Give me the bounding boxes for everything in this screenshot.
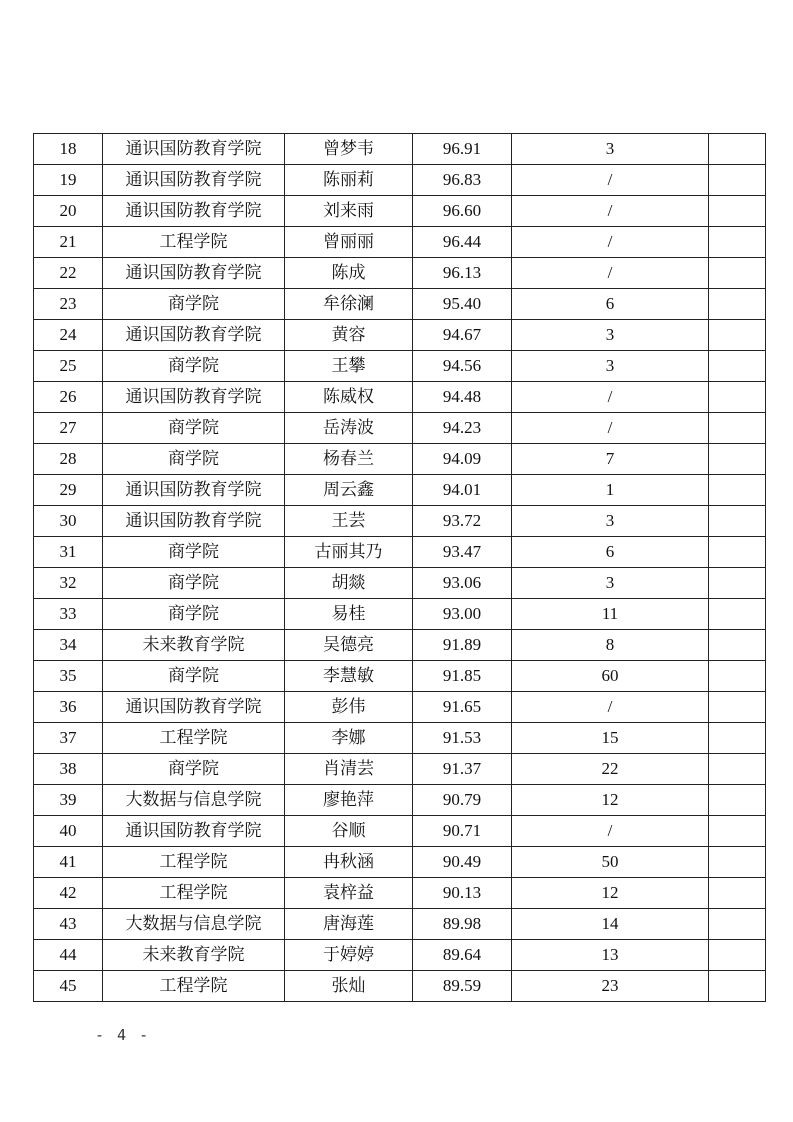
- cell-rank: 6: [512, 289, 709, 320]
- cell-number: 39: [34, 785, 103, 816]
- cell-college: 未来教育学院: [103, 940, 285, 971]
- cell-student-name: 陈成: [285, 258, 413, 289]
- cell-rank: 15: [512, 723, 709, 754]
- cell-remark: [709, 816, 766, 847]
- cell-score: 96.91: [413, 134, 512, 165]
- cell-score: 90.79: [413, 785, 512, 816]
- cell-remark: [709, 196, 766, 227]
- cell-score: 94.23: [413, 413, 512, 444]
- cell-remark: [709, 382, 766, 413]
- cell-remark: [709, 754, 766, 785]
- cell-remark: [709, 475, 766, 506]
- cell-student-name: 李娜: [285, 723, 413, 754]
- cell-student-name: 张灿: [285, 971, 413, 1002]
- cell-score: 91.53: [413, 723, 512, 754]
- table-row: [34, 475, 766, 506]
- page-number: - 4 -: [95, 1026, 151, 1044]
- cell-number: 25: [34, 351, 103, 382]
- table-row: [34, 537, 766, 568]
- cell-college: 通识国防教育学院: [103, 134, 285, 165]
- cell-student-name: 周云鑫: [285, 475, 413, 506]
- cell-score: 91.37: [413, 754, 512, 785]
- cell-number: 38: [34, 754, 103, 785]
- cell-student-name: 杨春兰: [285, 444, 413, 475]
- cell-college: 通识国防教育学院: [103, 196, 285, 227]
- cell-number: 22: [34, 258, 103, 289]
- cell-college: 通识国防教育学院: [103, 320, 285, 351]
- table-row: [34, 723, 766, 754]
- table-row: [34, 444, 766, 475]
- table-row: [34, 227, 766, 258]
- cell-college: 商学院: [103, 289, 285, 320]
- cell-rank: /: [512, 413, 709, 444]
- cell-student-name: 吴德亮: [285, 630, 413, 661]
- cell-rank: /: [512, 382, 709, 413]
- cell-rank: 12: [512, 878, 709, 909]
- cell-college: 商学院: [103, 537, 285, 568]
- cell-number: 18: [34, 134, 103, 165]
- cell-college: 通识国防教育学院: [103, 816, 285, 847]
- cell-student-name: 陈威权: [285, 382, 413, 413]
- cell-score: 94.67: [413, 320, 512, 351]
- cell-remark: [709, 351, 766, 382]
- cell-student-name: 古丽其乃: [285, 537, 413, 568]
- table-row: [34, 506, 766, 537]
- cell-rank: 8: [512, 630, 709, 661]
- cell-college: 通识国防教育学院: [103, 692, 285, 723]
- cell-rank: 14: [512, 909, 709, 940]
- cell-college: 商学院: [103, 661, 285, 692]
- cell-score: 93.47: [413, 537, 512, 568]
- cell-remark: [709, 909, 766, 940]
- cell-score: 90.49: [413, 847, 512, 878]
- cell-number: 43: [34, 909, 103, 940]
- cell-number: 41: [34, 847, 103, 878]
- results-table: [33, 133, 766, 1002]
- cell-rank: 11: [512, 599, 709, 630]
- cell-number: 45: [34, 971, 103, 1002]
- cell-student-name: 刘来雨: [285, 196, 413, 227]
- cell-student-name: 袁梓益: [285, 878, 413, 909]
- cell-college: 通识国防教育学院: [103, 258, 285, 289]
- cell-score: 93.06: [413, 568, 512, 599]
- cell-score: 96.83: [413, 165, 512, 196]
- cell-number: 30: [34, 506, 103, 537]
- cell-score: 94.01: [413, 475, 512, 506]
- cell-student-name: 陈丽莉: [285, 165, 413, 196]
- table-row: [34, 816, 766, 847]
- cell-remark: [709, 661, 766, 692]
- cell-rank: /: [512, 692, 709, 723]
- cell-remark: [709, 537, 766, 568]
- cell-student-name: 牟徐澜: [285, 289, 413, 320]
- cell-rank: 3: [512, 568, 709, 599]
- cell-rank: 60: [512, 661, 709, 692]
- cell-college: 大数据与信息学院: [103, 785, 285, 816]
- cell-student-name: 廖艳萍: [285, 785, 413, 816]
- cell-remark: [709, 165, 766, 196]
- cell-number: 29: [34, 475, 103, 506]
- cell-college: 工程学院: [103, 723, 285, 754]
- cell-college: 商学院: [103, 351, 285, 382]
- cell-score: 90.13: [413, 878, 512, 909]
- cell-college: 商学院: [103, 413, 285, 444]
- cell-remark: [709, 723, 766, 754]
- cell-number: 37: [34, 723, 103, 754]
- cell-remark: [709, 320, 766, 351]
- cell-number: 32: [34, 568, 103, 599]
- cell-remark: [709, 878, 766, 909]
- cell-student-name: 岳涛波: [285, 413, 413, 444]
- cell-score: 90.71: [413, 816, 512, 847]
- cell-score: 94.48: [413, 382, 512, 413]
- cell-college: 通识国防教育学院: [103, 475, 285, 506]
- table-row: [34, 692, 766, 723]
- cell-number: 27: [34, 413, 103, 444]
- cell-rank: 6: [512, 537, 709, 568]
- cell-score: 89.98: [413, 909, 512, 940]
- cell-college: 工程学院: [103, 227, 285, 258]
- cell-college: 工程学院: [103, 847, 285, 878]
- cell-number: 23: [34, 289, 103, 320]
- cell-number: 20: [34, 196, 103, 227]
- cell-score: 93.00: [413, 599, 512, 630]
- cell-number: 24: [34, 320, 103, 351]
- cell-college: 通识国防教育学院: [103, 382, 285, 413]
- cell-student-name: 于婷婷: [285, 940, 413, 971]
- cell-rank: /: [512, 816, 709, 847]
- cell-score: 89.59: [413, 971, 512, 1002]
- cell-remark: [709, 134, 766, 165]
- table-row: [34, 599, 766, 630]
- cell-rank: 3: [512, 134, 709, 165]
- table-row: [34, 909, 766, 940]
- cell-college: 未来教育学院: [103, 630, 285, 661]
- cell-score: 96.44: [413, 227, 512, 258]
- cell-rank: 1: [512, 475, 709, 506]
- cell-remark: [709, 258, 766, 289]
- table-row: [34, 754, 766, 785]
- table-row: [34, 351, 766, 382]
- cell-remark: [709, 940, 766, 971]
- cell-remark: [709, 599, 766, 630]
- table-row: [34, 134, 766, 165]
- cell-college: 商学院: [103, 599, 285, 630]
- table-row: [34, 785, 766, 816]
- cell-remark: [709, 692, 766, 723]
- cell-remark: [709, 444, 766, 475]
- cell-number: 21: [34, 227, 103, 258]
- cell-remark: [709, 847, 766, 878]
- cell-number: 42: [34, 878, 103, 909]
- cell-student-name: 谷顺: [285, 816, 413, 847]
- cell-college: 通识国防教育学院: [103, 165, 285, 196]
- cell-number: 34: [34, 630, 103, 661]
- cell-college: 工程学院: [103, 878, 285, 909]
- cell-number: 44: [34, 940, 103, 971]
- table-row: [34, 320, 766, 351]
- cell-rank: /: [512, 258, 709, 289]
- cell-number: 19: [34, 165, 103, 196]
- cell-remark: [709, 785, 766, 816]
- table-row: [34, 196, 766, 227]
- cell-number: 35: [34, 661, 103, 692]
- cell-remark: [709, 227, 766, 258]
- cell-remark: [709, 506, 766, 537]
- cell-student-name: 黄容: [285, 320, 413, 351]
- cell-student-name: 曾梦韦: [285, 134, 413, 165]
- cell-student-name: 李慧敏: [285, 661, 413, 692]
- cell-college: 工程学院: [103, 971, 285, 1002]
- table-row: [34, 413, 766, 444]
- cell-score: 95.40: [413, 289, 512, 320]
- cell-score: 94.56: [413, 351, 512, 382]
- cell-number: 31: [34, 537, 103, 568]
- table-row: [34, 971, 766, 1002]
- cell-rank: 3: [512, 506, 709, 537]
- cell-college: 商学院: [103, 754, 285, 785]
- table-row: [34, 847, 766, 878]
- cell-student-name: 易桂: [285, 599, 413, 630]
- results-table-body: [34, 134, 766, 1002]
- cell-remark: [709, 630, 766, 661]
- cell-rank: 13: [512, 940, 709, 971]
- cell-student-name: 肖清芸: [285, 754, 413, 785]
- cell-score: 91.85: [413, 661, 512, 692]
- cell-rank: 3: [512, 351, 709, 382]
- table-row: [34, 940, 766, 971]
- cell-student-name: 胡燚: [285, 568, 413, 599]
- cell-rank: 23: [512, 971, 709, 1002]
- cell-rank: /: [512, 165, 709, 196]
- cell-student-name: 冉秋涵: [285, 847, 413, 878]
- cell-rank: 12: [512, 785, 709, 816]
- cell-rank: 22: [512, 754, 709, 785]
- table-row: [34, 165, 766, 196]
- cell-score: 93.72: [413, 506, 512, 537]
- cell-number: 40: [34, 816, 103, 847]
- cell-score: 94.09: [413, 444, 512, 475]
- cell-remark: [709, 413, 766, 444]
- cell-college: 商学院: [103, 444, 285, 475]
- cell-score: 89.64: [413, 940, 512, 971]
- cell-remark: [709, 289, 766, 320]
- cell-student-name: 曾丽丽: [285, 227, 413, 258]
- cell-number: 33: [34, 599, 103, 630]
- table-row: [34, 630, 766, 661]
- cell-college: 商学院: [103, 568, 285, 599]
- cell-student-name: 王攀: [285, 351, 413, 382]
- cell-score: 96.13: [413, 258, 512, 289]
- cell-number: 28: [34, 444, 103, 475]
- table-row: [34, 289, 766, 320]
- cell-number: 36: [34, 692, 103, 723]
- cell-student-name: 王芸: [285, 506, 413, 537]
- cell-college: 大数据与信息学院: [103, 909, 285, 940]
- cell-score: 91.65: [413, 692, 512, 723]
- cell-rank: /: [512, 196, 709, 227]
- cell-score: 96.60: [413, 196, 512, 227]
- table-row: [34, 568, 766, 599]
- cell-rank: 3: [512, 320, 709, 351]
- table-row: [34, 258, 766, 289]
- cell-student-name: 彭伟: [285, 692, 413, 723]
- cell-student-name: 唐海莲: [285, 909, 413, 940]
- cell-rank: 50: [512, 847, 709, 878]
- cell-remark: [709, 568, 766, 599]
- table-row: [34, 382, 766, 413]
- cell-remark: [709, 971, 766, 1002]
- cell-college: 通识国防教育学院: [103, 506, 285, 537]
- table-row: [34, 878, 766, 909]
- cell-number: 26: [34, 382, 103, 413]
- cell-score: 91.89: [413, 630, 512, 661]
- cell-rank: /: [512, 227, 709, 258]
- cell-rank: 7: [512, 444, 709, 475]
- table-row: [34, 661, 766, 692]
